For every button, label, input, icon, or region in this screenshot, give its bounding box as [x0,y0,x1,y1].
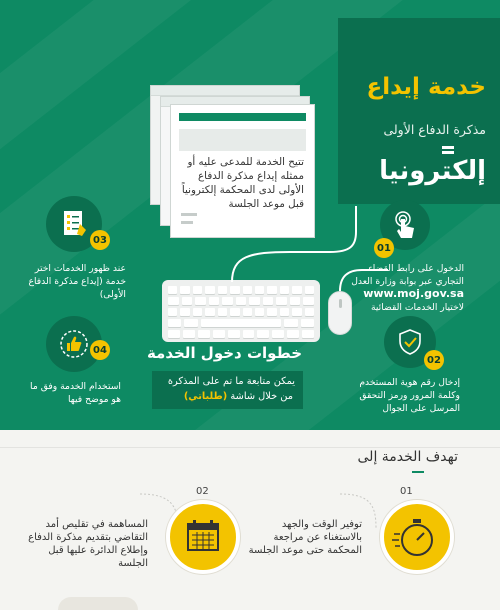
goal-2-number: 02 [196,486,209,497]
pointer-hand-icon [390,210,420,240]
goal-1-number: 01 [400,486,413,497]
goal-2-circle [166,500,240,574]
goal-1-circle [380,500,454,574]
steps-note-prefix: من خلال شاشة [230,391,293,402]
step-3-text: عند ظهور الخدمات اختر خدمة (إيداع مذكرة الدفاع الأولى) [28,263,126,300]
stopwatch-icon [384,504,450,570]
checklist-icon [59,208,89,240]
steps-note-line1: يمكن متابعة ما تم على المذكرة [167,376,295,387]
thumbs-up-badge-icon [58,328,90,360]
steps-note-highlight: (طلباتي) [183,391,228,402]
goal-2-text: المساهمة في تقليص أمد التقاضي بتقديم مذكرة الدفاع وإطلاع الدائرة عليها قبل الجلسة [28,519,148,569]
section-divider [0,447,500,448]
ministry-logo [58,597,138,610]
steps-heading: خطوات دخول الخدمة [146,344,302,362]
step-1-text: الدخول على رابط القضاء التجاري عبر بوابة وزارة العدل [351,263,464,287]
service-subtitle: مذكرة الدفاع الأولى [383,122,486,137]
goal-1-text: توفير الوقت والجهد بالاستغناء عن مراجعة المحكمة حتى موعد الجلسة [248,519,362,556]
shield-check-icon [395,327,425,357]
step-4-text: استخدام الخدمة وفق ما هو موضح فيها [30,381,121,405]
step-1-link[interactable]: www.moj.gov.sa [363,287,464,300]
step-3-number: 03 [90,230,110,250]
calendar-icon [170,504,236,570]
step-4-number: 04 [90,340,110,360]
goals-heading: تهدف الخدمة إلى [357,449,458,465]
service-title: خدمة إيداع [366,74,486,100]
service-title-electronic: إلكترونيا [379,156,486,186]
step-2-text: إدخال رقم هوية المستخدم وكلمة المرور ورمز التحقق المرسل على الجوال [359,377,460,414]
service-description: تتيح الخدمة للمدعى عليه أو ممثله إيداع مذكرة الدفاع الأولى لدى المحكمة إلكترونياً قبل موعد الجلسة [181,156,304,210]
step-2-number: 02 [424,350,444,370]
steps-note-line2 [184,391,293,402]
steps-note-box [152,371,303,409]
step-1-number: 01 [374,238,394,258]
step-1-text2: لاختيار الخدمات القضائية [370,302,464,313]
